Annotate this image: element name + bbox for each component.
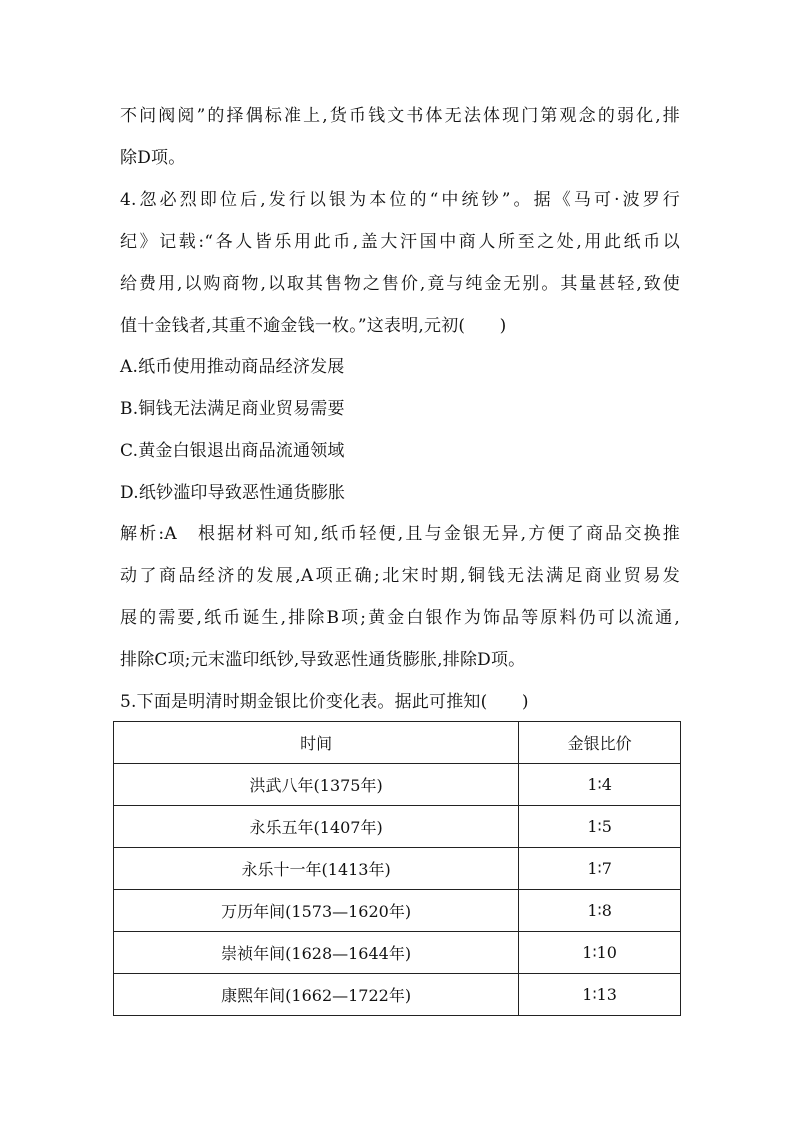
table-cell-time: 永乐五年(1407年) <box>114 806 519 848</box>
q4-analysis-line-1: 解析:A 根据材料可知,纸币轻便,且与金银无异,方便了商品交换推 <box>120 524 680 544</box>
table-cell-ratio: 1∶5 <box>519 806 681 848</box>
table-cell-ratio: 1∶4 <box>519 764 681 806</box>
table-row <box>114 764 681 806</box>
q4-analysis-line-3: 展的需要,纸币诞生,排除B项;黄金白银作为饰品等原料仍可以流通, <box>120 608 680 628</box>
table-row <box>114 806 681 848</box>
gold-silver-ratio-table <box>113 721 681 1016</box>
table-header-time: 时间 <box>114 722 519 764</box>
q4-stem-line-3: 给费用,以购商物,以取其售物之售价,竟与纯金无别。其量甚轻,致使 <box>120 274 680 294</box>
q4-option-d: D.纸钞滥印导致恶性通货膨胀 <box>120 483 346 503</box>
q4-option-c: C.黄金白银退出商品流通领域 <box>120 441 345 461</box>
table-cell-ratio: 1∶7 <box>519 848 681 890</box>
q4-analysis-line-4: 排除C项;元末滥印纸钞,导致恶性通货膨胀,排除D项。 <box>120 650 526 670</box>
table-cell-time: 万历年间(1573—1620年) <box>114 890 519 932</box>
q4-stem-line-1: 4.忽必烈即位后,发行以银为本位的“中统钞”。据《马可·波罗行 <box>120 190 680 210</box>
prev-analysis-line-1: 不问阀阅”的择偶标准上,货币钱文书体无法体现门第观念的弱化,排 <box>120 106 680 126</box>
table-cell-time: 洪武八年(1375年) <box>114 764 519 806</box>
table-cell-ratio: 1∶13 <box>519 974 681 1016</box>
q4-option-a: A.纸币使用推动商品经济发展 <box>120 357 345 377</box>
table-cell-ratio: 1∶10 <box>519 932 681 974</box>
table-row <box>114 848 681 890</box>
table-header-row <box>114 722 681 764</box>
table-row <box>114 890 681 932</box>
q4-stem-line-2: 纪》记载:“各人皆乐用此币,盖大汗国中商人所至之处,用此纸币以 <box>120 232 680 252</box>
prev-analysis-line-2: 除D项。 <box>120 148 186 168</box>
table-row <box>114 932 681 974</box>
q4-analysis-line-2: 动了商品经济的发展,A项正确;北宋时期,铜钱无法满足商业贸易发 <box>120 566 680 586</box>
table-header-ratio: 金银比价 <box>519 722 681 764</box>
table-cell-ratio: 1∶8 <box>519 890 681 932</box>
table-row <box>114 974 681 1016</box>
q5-stem: 5.下面是明清时期金银比价变化表。据此可推知( ) <box>120 692 529 712</box>
table-cell-time: 康熙年间(1662—1722年) <box>114 974 519 1016</box>
table-cell-time: 崇祯年间(1628—1644年) <box>114 932 519 974</box>
table-cell-time: 永乐十一年(1413年) <box>114 848 519 890</box>
q4-option-b: B.铜钱无法满足商业贸易需要 <box>120 399 345 419</box>
q4-stem-line-4: 值十金钱者,其重不逾金钱一枚。”这表明,元初( ) <box>120 316 507 336</box>
